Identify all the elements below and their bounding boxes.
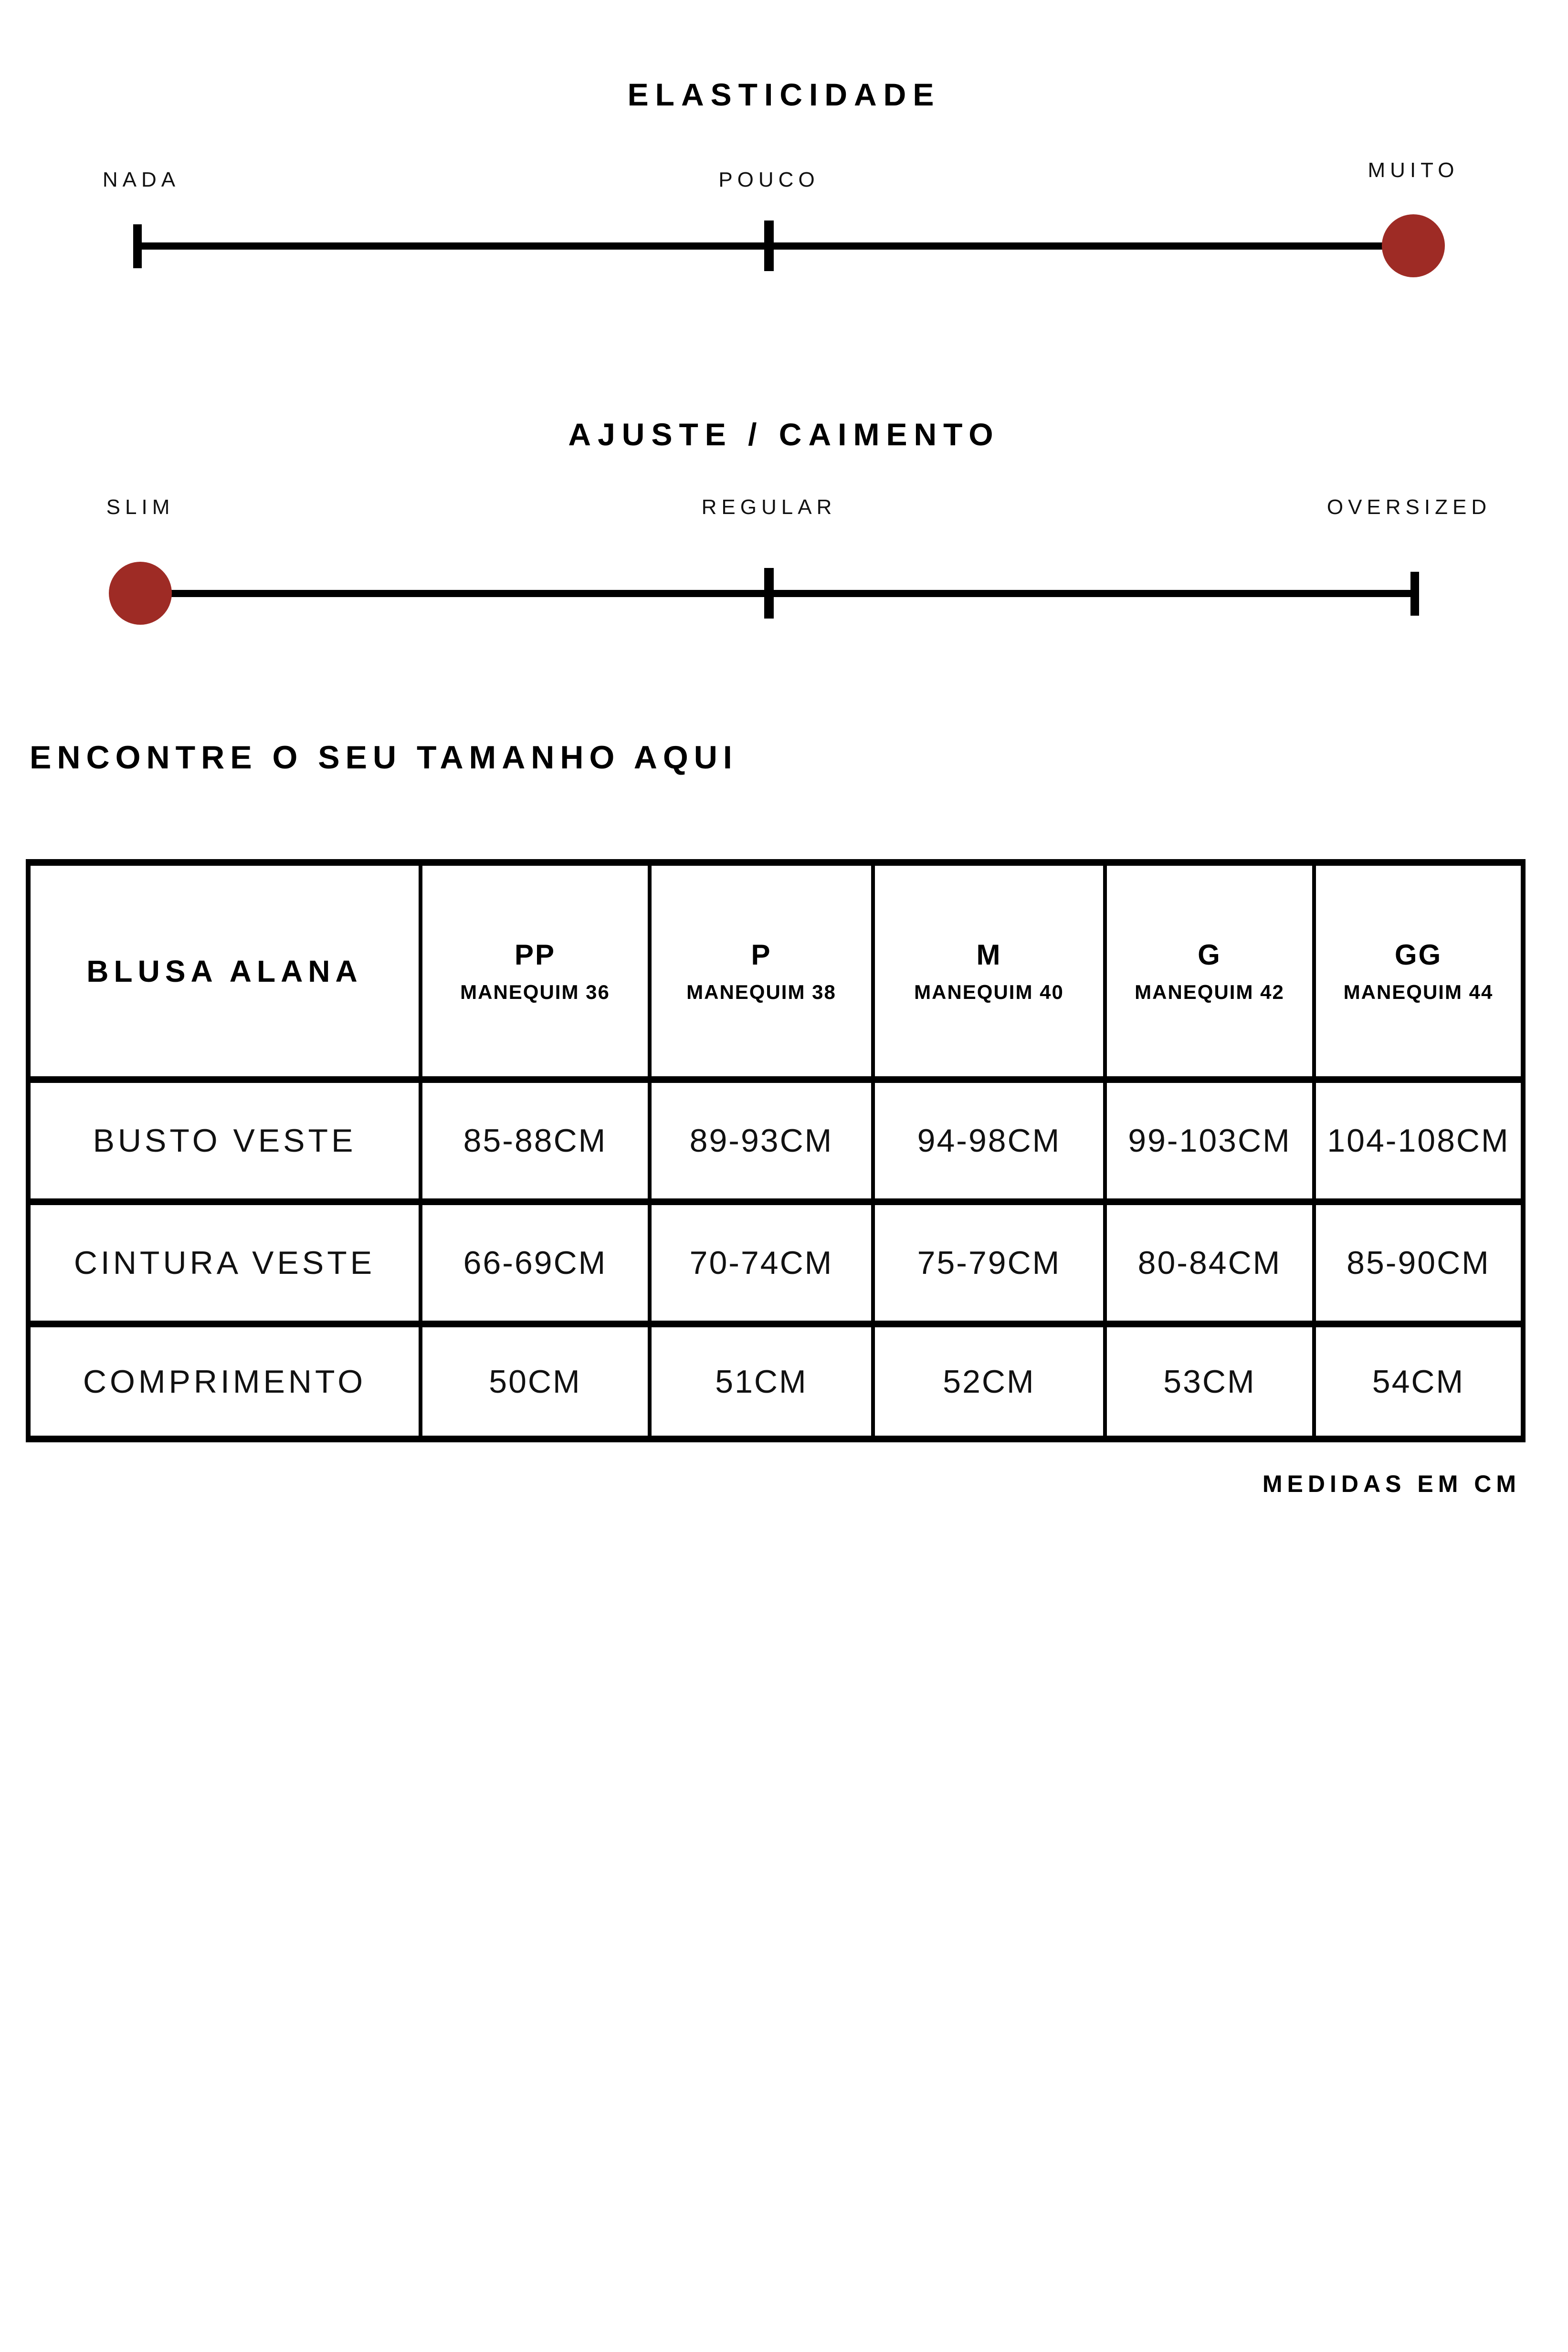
measure-value-cell <box>650 1080 873 1202</box>
measure-value: 104-108CM <box>1327 1123 1510 1159</box>
measure-value-cell <box>421 1324 650 1439</box>
measure-value-cell <box>1314 1080 1523 1202</box>
measure-value-cell <box>1314 1324 1523 1439</box>
table-row-length <box>28 1324 1523 1439</box>
measure-value-cell <box>421 1202 650 1324</box>
measure-row-label-cell <box>28 1202 421 1324</box>
measure-row-label-cell <box>28 1324 421 1439</box>
slider-marker-dot <box>1382 214 1445 277</box>
size-column-header <box>1105 862 1314 1080</box>
measure-value: 75-79CM <box>917 1245 1061 1281</box>
measure-value: 52CM <box>943 1363 1035 1400</box>
product-name: BLUSA ALANA <box>86 954 363 988</box>
measure-value-cell <box>873 1202 1105 1324</box>
mannequin-label: MANEQUIM 40 <box>914 981 1064 1003</box>
measure-row-label-cell <box>28 1080 421 1202</box>
size-column-header <box>1314 862 1523 1080</box>
size-table <box>26 859 1526 1442</box>
measure-value: 94-98CM <box>917 1123 1061 1159</box>
measure-value-cell <box>873 1324 1105 1439</box>
measure-value-cell <box>1314 1202 1523 1324</box>
measure-value: 53CM <box>1163 1363 1256 1400</box>
size-column-header <box>421 862 650 1080</box>
slider-mid-label: POUCO <box>718 168 820 191</box>
size-code: P <box>751 939 772 971</box>
measurements-unit-note: MEDIDAS EM CM <box>1262 1470 1521 1497</box>
measure-row-label: BUSTO VESTE <box>93 1123 357 1159</box>
slider-mid-label: REGULAR <box>701 495 837 519</box>
measure-row-label: COMPRIMENTO <box>83 1363 367 1400</box>
slider-max-label: MUITO <box>1368 158 1459 182</box>
slider-start-cap <box>133 224 142 268</box>
measure-value: 85-88CM <box>463 1123 607 1159</box>
measure-value-cell <box>650 1202 873 1324</box>
size-code: GG <box>1394 939 1442 971</box>
slider-min-label: SLIM <box>106 495 175 519</box>
measure-value: 66-69CM <box>463 1245 607 1281</box>
measure-value-cell <box>1105 1080 1314 1202</box>
measure-row-label: CINTURA VESTE <box>74 1245 376 1281</box>
size-code: M <box>976 939 1002 971</box>
measure-value: 80-84CM <box>1137 1245 1282 1281</box>
mannequin-label: MANEQUIM 42 <box>1135 981 1284 1003</box>
slider-min-label: NADA <box>102 168 180 191</box>
slider-mid-tick <box>764 220 774 271</box>
elasticity-slider-title: ELASTICIDADE <box>627 77 941 112</box>
measure-value-cell <box>421 1080 650 1202</box>
measure-value-cell <box>650 1324 873 1439</box>
measure-value: 70-74CM <box>689 1245 833 1281</box>
size-guide-heading: ENCONTRE O SEU TAMANHO AQUI <box>30 739 738 776</box>
measure-value: 54CM <box>1372 1363 1465 1400</box>
mannequin-label: MANEQUIM 44 <box>1343 981 1494 1003</box>
slider-track <box>137 242 1415 250</box>
size-column-header <box>650 862 873 1080</box>
mannequin-label: MANEQUIM 36 <box>460 981 610 1003</box>
measure-value-cell <box>873 1080 1105 1202</box>
slider-end-cap <box>1410 572 1419 616</box>
table-row-waist <box>28 1202 1523 1324</box>
measure-value: 89-93CM <box>689 1123 833 1159</box>
measure-value: 50CM <box>489 1363 581 1400</box>
slider-track <box>140 590 1415 597</box>
measure-value-cell <box>1105 1324 1314 1439</box>
size-code: G <box>1198 939 1221 971</box>
measure-value: 51CM <box>715 1363 808 1400</box>
size-code: PP <box>514 939 556 971</box>
size-column-header <box>873 862 1105 1080</box>
slider-max-label: OVERSIZED <box>1326 495 1492 519</box>
table-header-row <box>28 862 1523 1080</box>
table-row-bust <box>28 1080 1523 1202</box>
slider-mid-tick <box>764 568 774 619</box>
fit-slider-title: AJUSTE / CAIMENTO <box>568 417 1000 452</box>
product-name-cell <box>28 862 421 1080</box>
measure-value: 85-90CM <box>1347 1245 1490 1281</box>
slider-marker-dot <box>109 562 172 625</box>
measure-value: 99-103CM <box>1128 1123 1291 1159</box>
measure-value-cell <box>1105 1202 1314 1324</box>
mannequin-label: MANEQUIM 38 <box>686 981 836 1003</box>
